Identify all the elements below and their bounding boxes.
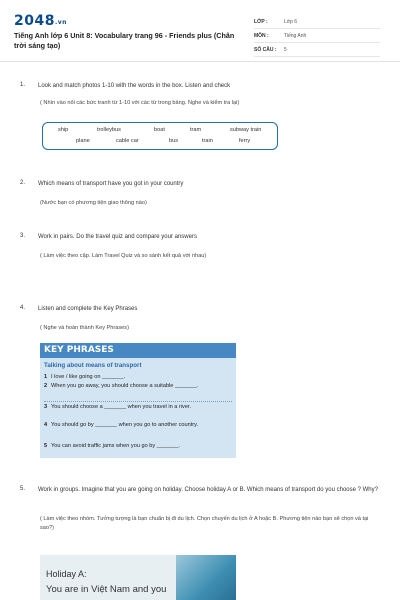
question-1-translation: ( Nhìn vào nối các bức tranh từ 1-10 với các từ trong bảng. Nghe và kiểm tra lại) [40,100,240,106]
question-number: 5. [20,486,26,492]
key-phrases-header [40,343,236,358]
question-2-translation: (Nước bạn có phương tiện giao thông nào) [40,200,147,206]
divider [44,401,232,402]
logo-text: 2048 [14,13,55,29]
meta-subject-label: MÔN : [254,33,269,39]
question-number: 4. [20,305,26,311]
word-item: tram [190,127,202,133]
question-text: Work in groups. Imagine that you are going on holiday. Choose holiday A or B. Which means of transport do you choose ? Why? [38,487,378,493]
key-phrase-text: When you go away, you should choose a suitable _______. [51,383,199,389]
key-phrase-text: You should choose a _______ when you travel in a river. [51,404,192,410]
question-5-translation: ( Làm việc theo nhóm. Tưởng tượng là bạn chuẩn bị đi du lịch. Chọn chuyến du lịch ở A hoặc B. Phương tiện nào bạn sẽ chọn và tại sao?) [40,516,369,531]
question-number: 1. [20,82,26,88]
word-item: train [202,138,213,144]
word-item: ferry [239,138,251,144]
word-item: ship [58,127,69,133]
key-phrases-panel [40,343,236,458]
meta-count-value: 5 [284,47,287,53]
word-item: subway train [230,127,262,133]
key-phrase-text: You can avoid traffic jams when you go by _______. [51,443,181,449]
key-phrases-subheading: Talking about means of transport [44,362,142,369]
meta-class-label: LỚP : [254,19,268,25]
word-item: boat [154,127,165,133]
question-text: Look and match photos 1-10 with the words in the box. Listen and check [38,83,231,89]
key-phrase-number: 5 [44,443,48,449]
document-title: Tiếng Anh lớp 6 Unit 8: Vocabulary trang 96 - Friends plus (Chân trời sáng tạo) [14,31,235,50]
word-box [42,122,278,150]
key-phrase-text: You should go by _______ when you go to another country. [51,422,199,428]
key-phrase-number: 3 [44,404,48,410]
holiday-a-image [40,555,236,600]
word-item: trolleybus [97,127,121,133]
word-item: cable car [116,138,139,144]
site-logo[interactable] [14,13,67,29]
meta-count [254,44,380,57]
holiday-a-title: Holiday A: [46,569,87,579]
question-text: Which means of transport have you got in your country [38,181,184,187]
meta-subject [254,30,380,43]
meta-subject-value: Tiếng Anh [284,33,307,39]
question-text: Work in pairs. Do the travel quiz and compare your answers [38,234,197,240]
question-4-translation: ( Nghe và hoàn thành Key Phrases) [40,325,129,331]
document-header [0,0,400,62]
question-3-translation: ( Làm việc theo cặp. Làm Travel Quiz và so sánh kết quả với nhau) [40,253,207,259]
holiday-a-text: You are in Việt Nam and you [46,584,167,595]
word-item: plane [76,138,90,144]
meta-count-label: SỐ CÂU : [254,47,277,53]
question-number: 3. [20,233,26,239]
sky-photo [176,555,236,600]
logo-suffix: .vn [54,19,67,26]
meta-class-value: Lớp 6 [284,19,298,25]
meta-class [254,16,380,29]
key-phrases-heading: KEY PHRASES [44,345,114,355]
question-text: Listen and complete the Key Phrases [38,306,138,312]
key-phrase-text: I love / like going on _______. [51,374,126,380]
key-phrase-number: 1 [44,374,48,380]
question-number: 2. [20,180,26,186]
word-item: bus [169,138,179,144]
key-phrase-number: 4 [44,422,48,428]
key-phrase-number: 2 [44,383,48,389]
